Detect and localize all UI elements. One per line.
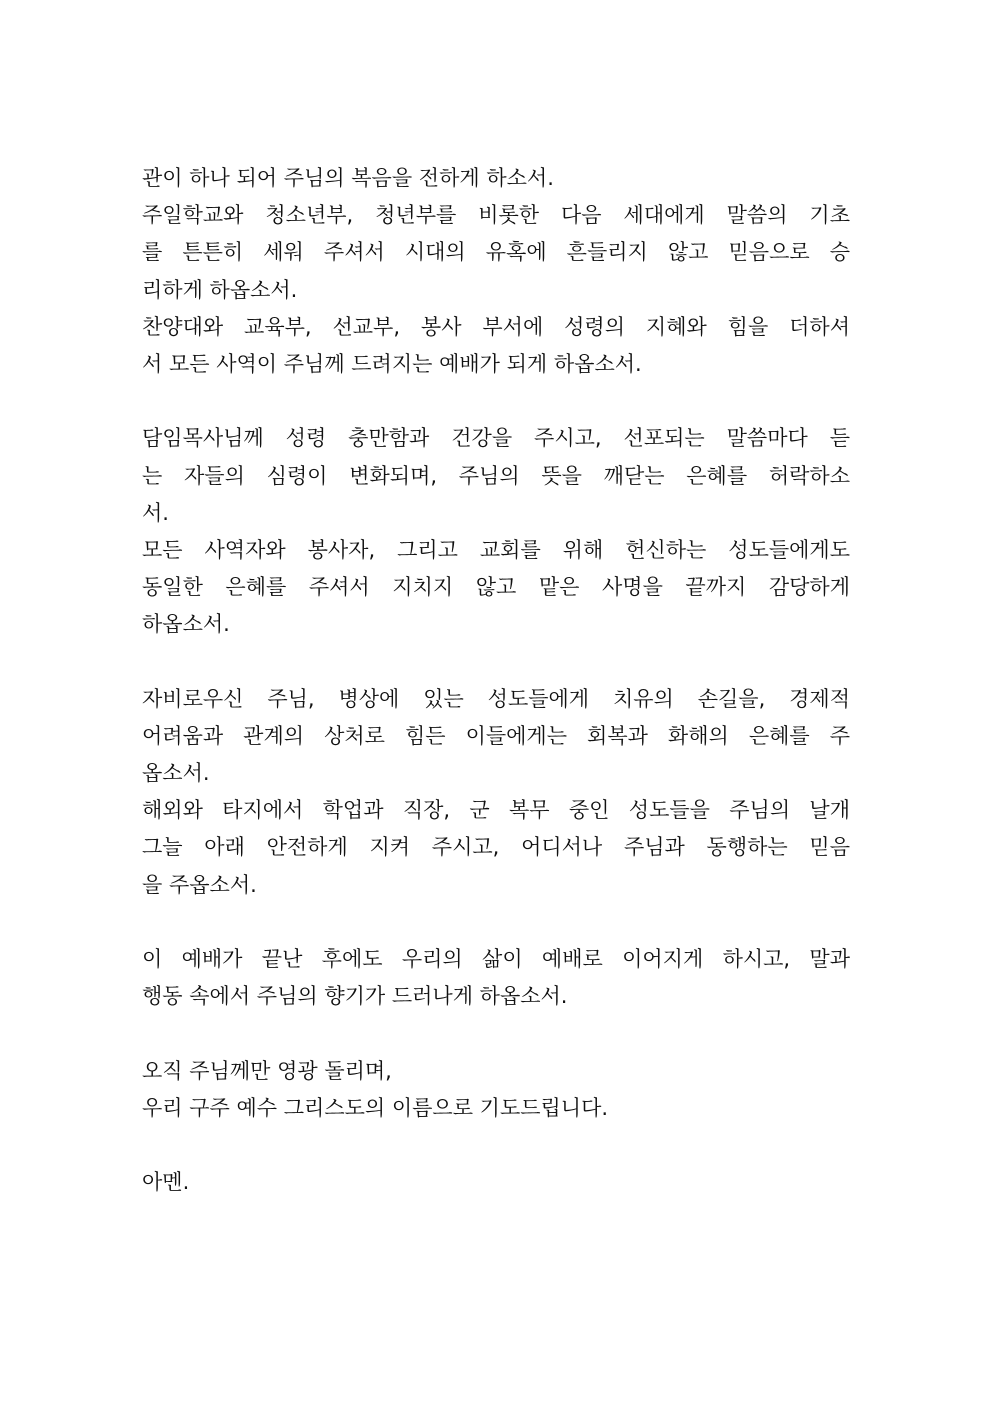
text-line: 옵소서. (142, 761, 210, 785)
text-line: 아멘. (142, 1170, 190, 1195)
text-line: 서. (142, 500, 169, 525)
paragraph-gap (142, 1015, 850, 1052)
text-line: 이 예배가 끝난 후에도 우리의 삶이 예배로 이어지게 하시고, 말과 (142, 946, 850, 971)
text-line: 해외와 타지에서 학업과 직장, 군 복무 중인 성도들을 주님의 날개 (142, 798, 850, 823)
text-line: 자비로우신 주님, 병상에 있는 성도들에게 치유의 손길을, 경제적 (142, 686, 850, 711)
text-line: 리하게 하옵소서. (142, 277, 298, 302)
text-line: 행동 속에서 주님의 향기가 드러나게 하옵소서. (142, 984, 568, 1009)
text-line: 를 튼튼히 세워 주셔서 시대의 유혹에 흔들리지 않고 믿음으로 승 (142, 240, 850, 265)
paragraph-gap (142, 643, 850, 680)
paragraph-gap (142, 1127, 850, 1164)
text-line: 을 주옵소서. (142, 872, 257, 897)
paragraph (142, 197, 850, 309)
prayer-text (142, 160, 850, 1201)
paragraph (142, 941, 850, 1015)
text-line: 관이 하나 되어 주님의 복음을 전하게 하소서. (142, 166, 554, 190)
paragraph-gap (142, 383, 850, 420)
text-line: 어려움과 관계의 상처로 힘든 이들에게는 회복과 화해의 은혜를 주 (142, 723, 850, 748)
text-line: 하옵소서. (142, 612, 230, 637)
paragraph (142, 160, 850, 197)
text-line: 서 모든 사역이 주님께 드려지는 예배가 되게 하옵소서. (142, 351, 642, 376)
text-line: 주일학교와 청소년부, 청년부를 비롯한 다음 세대에게 말씀의 기초 (142, 203, 850, 228)
text-line: 동일한 은혜를 주셔서 지치지 않고 맡은 사명을 끝까지 감당하게 (142, 575, 850, 600)
paragraph (142, 681, 850, 793)
text-line: 모든 사역자와 봉사자, 그리고 교회를 위해 헌신하는 성도들에게도 (142, 537, 850, 562)
paragraph (142, 309, 850, 383)
text-line: 는 자들의 심령이 변화되며, 주님의 뜻을 깨닫는 은혜를 허락하소 (142, 463, 850, 488)
paragraph (142, 420, 850, 532)
paragraph (142, 1053, 850, 1127)
text-line: 오직 주님께만 영광 돌리며, (142, 1058, 392, 1083)
text-line: 찬양대와 교육부, 선교부, 봉사 부서에 성령의 지혜와 힘을 더하셔 (142, 314, 850, 339)
paragraph-gap (142, 904, 850, 941)
text-line: 그늘 아래 안전하게 지켜 주시고, 어디서나 주님과 동행하는 믿음 (142, 835, 850, 860)
paragraph (142, 532, 850, 644)
text-line: 우리 구주 예수 그리스도의 이름으로 기도드립니다. (142, 1095, 609, 1120)
paragraph (142, 792, 850, 904)
text-line: 담임목사님께 성령 충만함과 건강을 주시고, 선포되는 말씀마다 듣 (142, 426, 850, 451)
paragraph (142, 1164, 850, 1201)
